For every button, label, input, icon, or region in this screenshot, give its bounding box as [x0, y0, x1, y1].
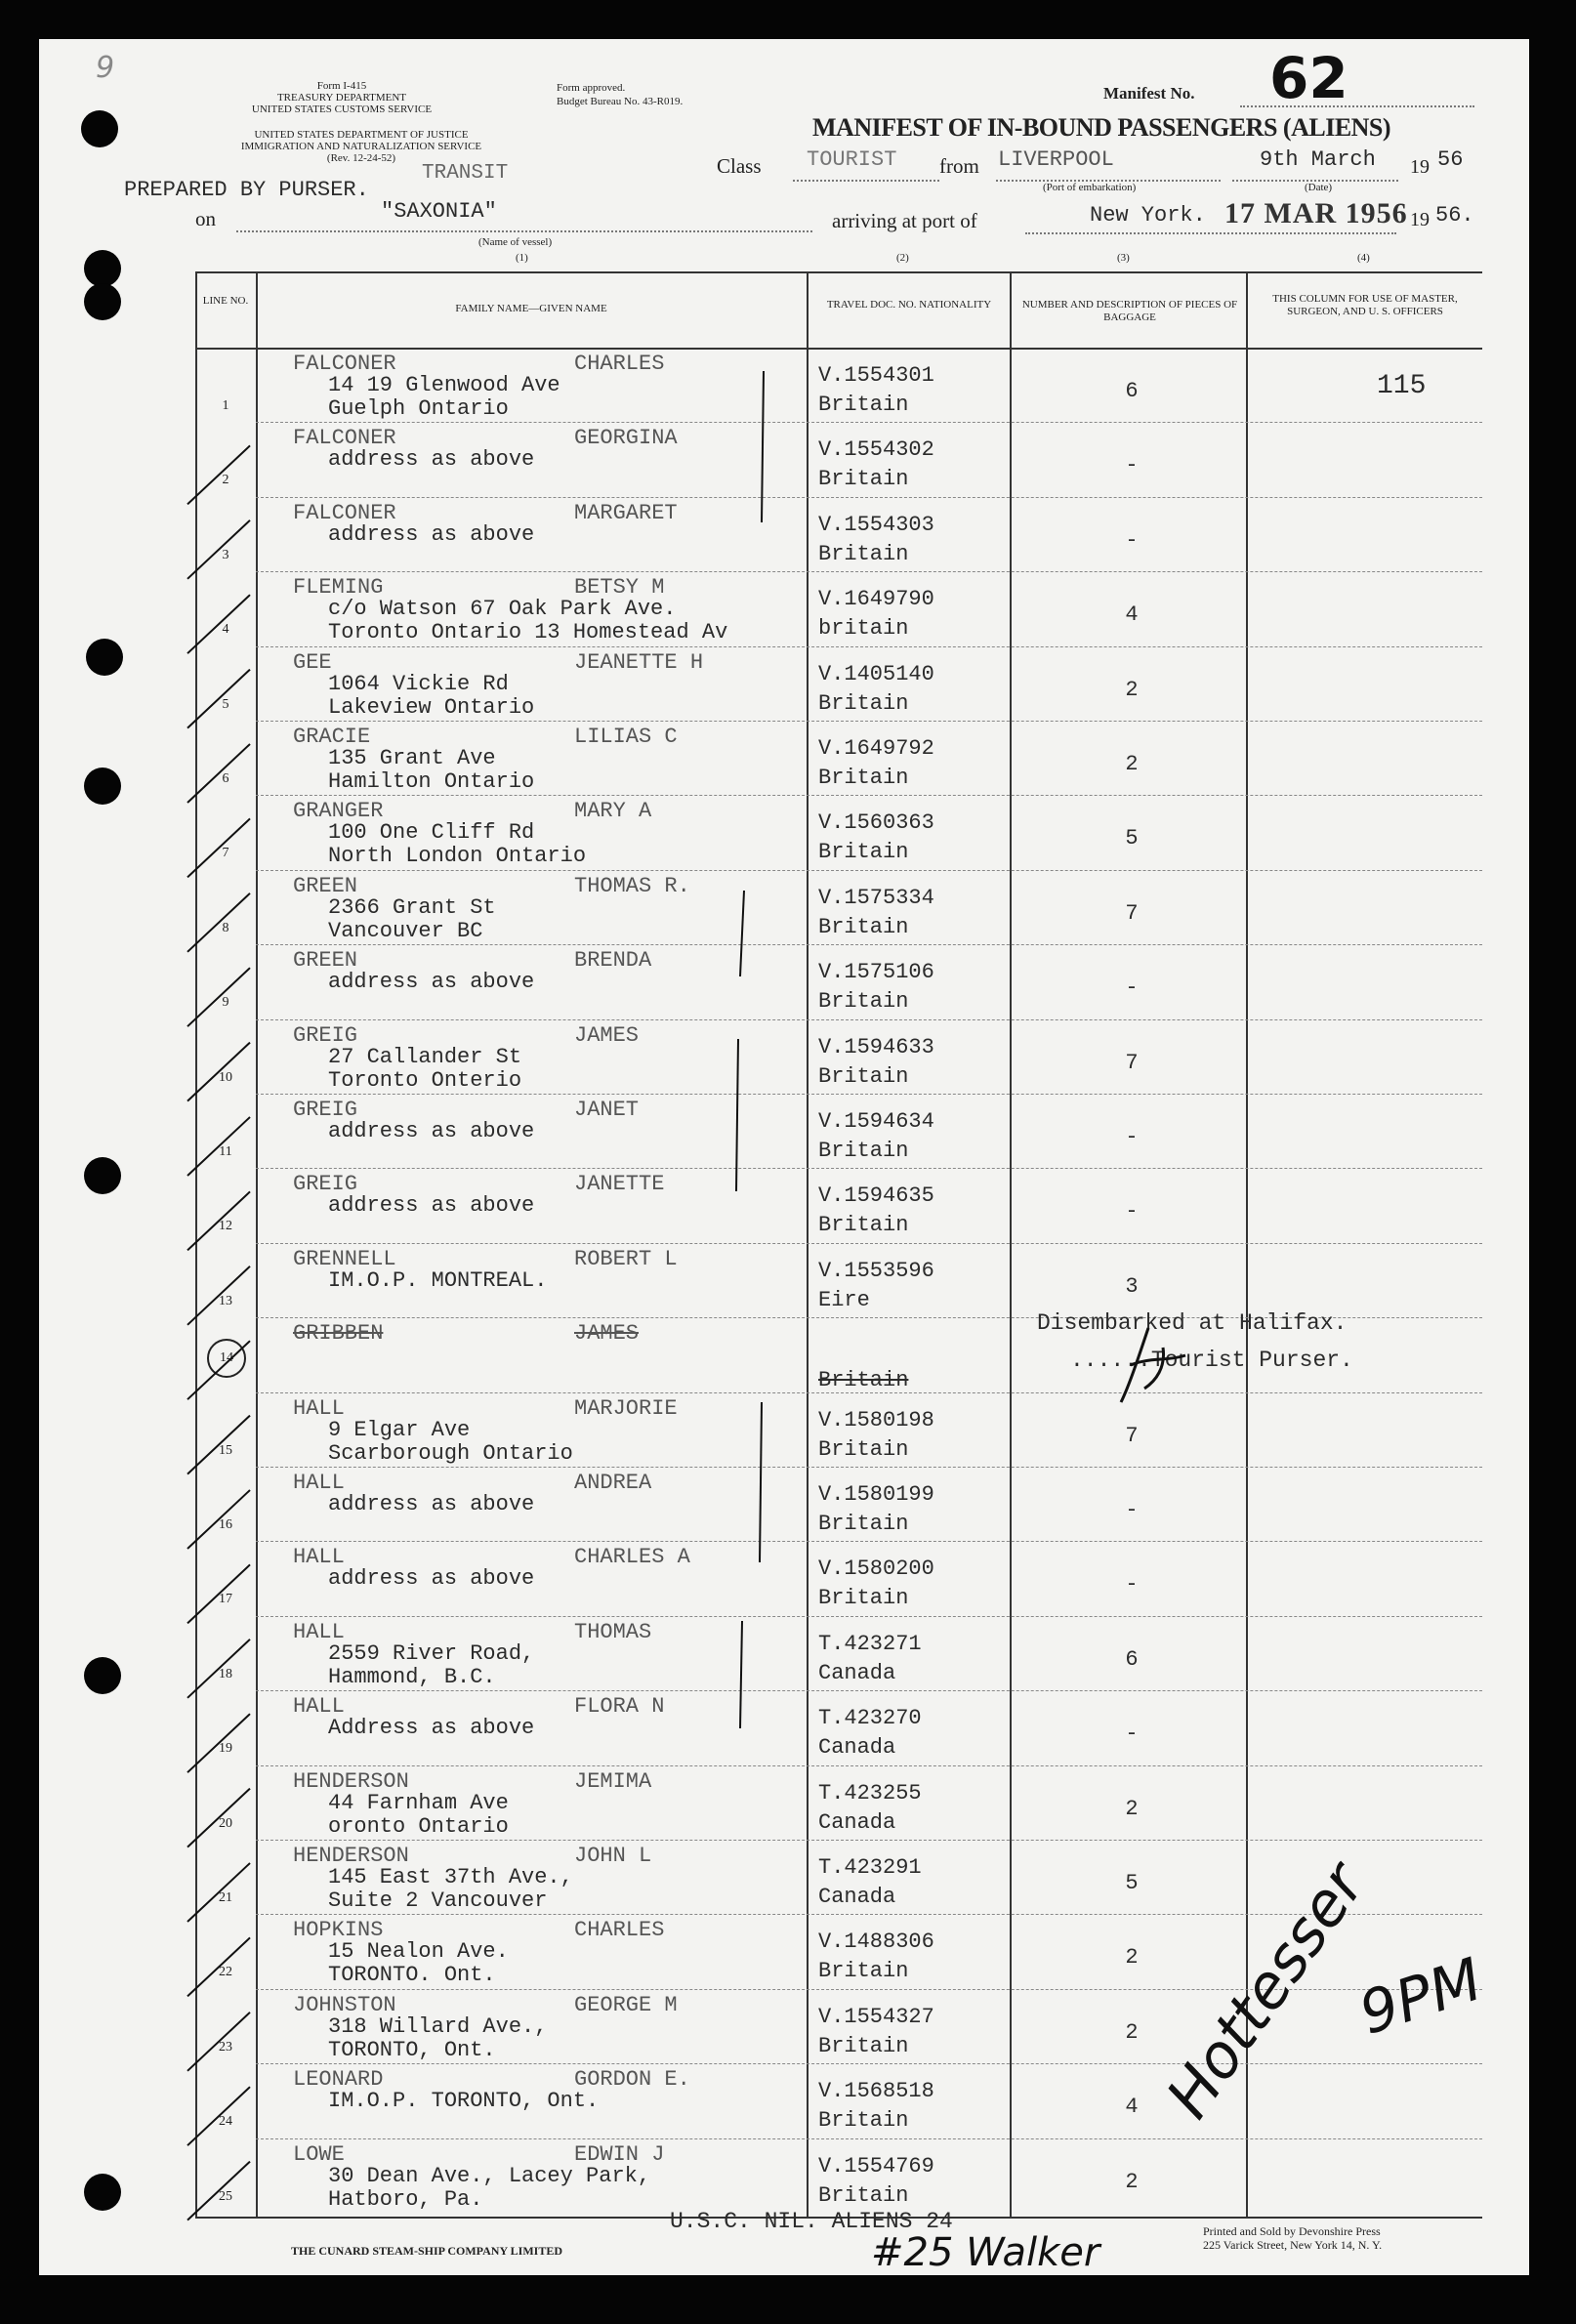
family-name: GREEN — [293, 948, 358, 974]
travel-doc-number: V.1554303 — [818, 512, 934, 537]
family-name: GRANGER — [293, 799, 384, 824]
given-name: ROBERT L — [574, 1246, 678, 1271]
given-name: GEORGINA — [574, 426, 678, 451]
family-name: LOWE — [293, 2141, 345, 2167]
family-brackets — [0, 0, 781, 1953]
given-name: JEANETTE H — [574, 649, 704, 675]
col-line-doc — [1010, 271, 1012, 2217]
disembarked-note: Disembarked at Halifax. — [1037, 1310, 1348, 1336]
family-name: HENDERSON — [293, 1768, 409, 1794]
nationality: Britain — [818, 840, 909, 865]
justice-dept: UNITED STATES DEPARTMENT OF JUSTICE — [254, 129, 469, 141]
given-name: BRENDA — [574, 948, 652, 974]
address-line-1: c/o Watson 67 Oak Park Ave. — [328, 597, 677, 622]
address-line-2: oronto Ontario — [328, 1813, 509, 1839]
family-name: FALCONER — [293, 500, 396, 525]
family-name: GEE — [293, 649, 332, 675]
address-line-2: Scarborough Ontario — [328, 1440, 573, 1466]
line-number: 7 — [222, 846, 229, 861]
arrival-year-prefix: 19 — [1410, 209, 1430, 230]
baggage-count: 6 — [1125, 379, 1139, 403]
vessel-name: "SAXONIA" — [381, 199, 497, 224]
baggage-count: 3 — [1125, 1273, 1139, 1299]
travel-doc-number: V.1594635 — [818, 1183, 934, 1209]
prepared-by: PREPARED BY PURSER. — [124, 178, 369, 202]
header-name: FAMILY NAME—GIVEN NAME — [455, 303, 607, 314]
address-line-2: Guelph Ontario — [328, 396, 509, 421]
given-name: THOMAS — [574, 1619, 652, 1644]
line-number: 22 — [219, 1965, 232, 1980]
address-line-1: 145 East 37th Ave., — [328, 1865, 573, 1889]
form-approved: Form approved. — [557, 82, 626, 94]
nationality: Britain — [818, 2033, 909, 2058]
line-number: 9 — [222, 995, 229, 1011]
given-name: JAMES — [574, 1321, 640, 1347]
family-name: LEONARD — [293, 2067, 384, 2093]
family-name: HENDERSON — [293, 1844, 409, 1868]
address-line-1: IM.O.P. TORONTO, Ont. — [328, 2089, 600, 2114]
purser-initials — [1109, 1318, 1197, 1406]
given-name: MARY A — [574, 799, 652, 824]
travel-doc-number: V.1575106 — [818, 960, 934, 985]
nationality: Britain — [818, 1959, 909, 1984]
baggage-count: 7 — [1125, 900, 1139, 926]
nationality: Britain — [818, 1139, 909, 1163]
baggage-count: 2 — [1125, 1796, 1139, 1821]
given-name: LILIAS C — [574, 725, 678, 749]
address-line-1: IM.O.P. MONTREAL. — [328, 1267, 548, 1293]
family-name: GRIBBEN — [293, 1321, 384, 1347]
baggage-count: - — [1125, 1572, 1139, 1598]
col2-caption: (2) — [896, 252, 909, 264]
nationality: Britain — [818, 766, 909, 790]
manifest-title: MANIFEST OF IN-BOUND PASSENGERS (ALIENS) — [812, 113, 1391, 142]
printer-line-1: Printed and Sold by Devonshire Press — [1203, 2224, 1381, 2238]
given-name: GEORGE M — [574, 1992, 678, 2017]
usc-aliens: U.S.C. NIL. ALIENS 24 — [670, 2209, 953, 2234]
manifest-number: 62 — [1269, 45, 1348, 111]
cunard-imprint: THE CUNARD STEAM-SHIP COMPANY LIMITED — [291, 2244, 563, 2258]
given-name: GORDON E. — [574, 2067, 690, 2093]
baggage-count: 4 — [1125, 602, 1139, 628]
arrival-year: 56. — [1435, 203, 1474, 228]
address-line-1: Address as above — [328, 1716, 535, 1741]
travel-doc-number: V.1488306 — [818, 1930, 934, 1955]
corner-mark: 9 — [96, 51, 115, 85]
nationality: Britain — [818, 1586, 909, 1611]
travel-doc-number: V.1575334 — [818, 885, 934, 910]
row-rule — [256, 2063, 1482, 2064]
col-line-bags — [1246, 271, 1248, 2217]
address-line-2: Hammond, B.C. — [328, 1664, 496, 1689]
given-name: JANET — [574, 1098, 640, 1122]
given-name: THOMAS R. — [574, 873, 690, 898]
travel-doc-number: V.1580198 — [818, 1407, 934, 1432]
line-number: 17 — [219, 1592, 232, 1607]
address-line-1: 14 19 Glenwood Ave — [328, 373, 560, 397]
col-line-name — [807, 271, 809, 2217]
address-line-2: TORONTO. Ont. — [328, 1963, 496, 1988]
line-number: 10 — [219, 1069, 232, 1085]
nationality: Eire — [818, 1287, 870, 1312]
from-label: from — [939, 154, 979, 178]
travel-doc-number: V.1649790 — [818, 587, 934, 612]
address-line-1: 135 Grant Ave — [328, 746, 496, 770]
family-name: GREIG — [293, 1098, 358, 1122]
on-label: on — [195, 207, 216, 230]
year-prefix: 19 — [1410, 156, 1430, 178]
given-name: JOHN L — [574, 1844, 652, 1868]
given-name: MARJORIE — [574, 1395, 678, 1421]
nationality: Britain — [818, 1213, 909, 1238]
treasury-dept: TREASURY DEPARTMENT — [276, 92, 407, 104]
address-line-1: 27 Callander St — [328, 1044, 522, 1069]
address-line-1: 318 Willard Ave., — [328, 2013, 548, 2039]
nationality: Canada — [818, 1885, 896, 1909]
travel-doc-number: T.423291 — [818, 1855, 922, 1880]
address-line-1: 15 Nealon Ave. — [328, 1939, 509, 1965]
baggage-count: 2 — [1125, 2169, 1139, 2194]
inspector-signature: Hottesser — [1152, 1849, 1379, 2131]
travel-doc-number: V.1580199 — [818, 1482, 934, 1507]
line-number: 11 — [219, 1144, 232, 1159]
line-number: 18 — [219, 1666, 232, 1681]
baggage-count: - — [1125, 453, 1139, 478]
given-name: MARGARET — [574, 500, 678, 525]
travel-doc-number: V.1649792 — [818, 736, 934, 761]
travel-doc-number: V.1554769 — [818, 2153, 934, 2179]
address-line-1: 2559 River Road, — [328, 1640, 535, 1666]
nationality: Britain — [818, 1063, 909, 1089]
baggage-count: 7 — [1125, 1050, 1139, 1075]
header-baggage: NUMBER AND DESCRIPTION OF PIECES OF BAGGAGE — [1021, 299, 1238, 323]
travel-doc-number: V.1554327 — [818, 2004, 934, 2029]
address-line-1: 100 One Cliff Rd — [328, 820, 535, 846]
line-number: 19 — [219, 1741, 232, 1757]
line-number: 24 — [219, 2114, 232, 2130]
line-number: 4 — [222, 622, 229, 638]
nationality: Britain — [818, 1436, 909, 1462]
address-line-1: address as above — [328, 1119, 535, 1143]
nationality: Britain — [818, 2182, 909, 2208]
nationality: Canada — [818, 1660, 896, 1685]
address-line-2: Toronto Onterio — [328, 1067, 522, 1093]
family-name: FALCONER — [293, 426, 396, 451]
baggage-count: - — [1125, 1125, 1139, 1149]
travel-doc-number: V.1405140 — [818, 661, 934, 686]
check-mark — [187, 2013, 250, 2071]
budget-bureau: Budget Bureau No. 43-R019. — [557, 96, 684, 107]
family-name: HALL — [293, 1619, 345, 1644]
arrival-line — [1025, 232, 1396, 234]
col4-caption: (4) — [1357, 252, 1370, 264]
printer-line-2: 225 Varick Street, New York 14, N. Y. — [1203, 2238, 1383, 2252]
date-caption: (Date) — [1305, 182, 1333, 193]
punch-hole — [84, 2174, 121, 2211]
family-name: FALCONER — [293, 352, 396, 376]
travel-doc-number: T.423271 — [818, 1631, 922, 1656]
address-line-2: Lakeview Ontario — [328, 694, 535, 720]
family-name: HALL — [293, 1395, 345, 1421]
travel-doc-number: V.1594633 — [818, 1034, 934, 1059]
baggage-count: 2 — [1125, 2019, 1139, 2045]
col1-caption: (1) — [516, 252, 528, 264]
from-value: LIVERPOOL — [998, 147, 1114, 172]
address-line-1: 30 Dean Ave., Lacey Park, — [328, 2163, 651, 2188]
line-number: 5 — [222, 696, 229, 712]
given-name: JANETTE — [574, 1172, 665, 1197]
line-number: 15 — [219, 1442, 232, 1458]
nationality: Britain — [818, 1368, 909, 1393]
inspector-time: 9PM — [1351, 1945, 1490, 2049]
address-line-1: address as above — [328, 1193, 535, 1219]
class-label: Class — [717, 154, 762, 178]
family-name: HOPKINS — [293, 1918, 384, 1943]
travel-doc-number: V.1554301 — [818, 363, 934, 388]
address-line-2: North London Ontario — [328, 844, 587, 869]
address-line-1: 2366 Grant St — [328, 894, 496, 920]
baggage-count: 4 — [1125, 2095, 1139, 2120]
check-mark — [187, 2162, 250, 2220]
header-officers: THIS COLUMN FOR USE OF MASTER, SURGEON, AND U. S. OFFICERS — [1272, 293, 1458, 317]
ins-service: IMMIGRATION AND NATURALIZATION SERVICE — [240, 141, 482, 152]
address-line-2: Hamilton Ontario — [328, 769, 535, 794]
line-number: 16 — [219, 1517, 232, 1532]
purser-note: ......Tourist Purser. — [1070, 1348, 1353, 1373]
given-name: CHARLES — [574, 352, 665, 376]
address-line-2: Hatboro, Pa. — [328, 2186, 483, 2212]
baggage-count: 2 — [1125, 1945, 1139, 1971]
nationality: britain — [818, 616, 909, 642]
line-number: 25 — [219, 2188, 232, 2204]
baggage-count: - — [1125, 975, 1139, 1001]
baggage-count: - — [1125, 527, 1139, 553]
travel-doc-number: V.1568518 — [818, 2079, 934, 2104]
baggage-count: 5 — [1125, 826, 1139, 851]
baggage-count: - — [1125, 1722, 1139, 1747]
given-name: FLORA N — [574, 1694, 665, 1720]
line-number: 14 — [207, 1339, 246, 1378]
address-line-1: address as above — [328, 447, 535, 473]
year-value: 56 — [1437, 147, 1464, 172]
nationality: Britain — [818, 2108, 909, 2134]
address-line-1: address as above — [328, 970, 535, 995]
line-number: 21 — [219, 1890, 232, 1905]
family-name: GRACIE — [293, 725, 371, 749]
family-name: GREIG — [293, 1022, 358, 1048]
baggage-count: 5 — [1125, 1871, 1139, 1895]
travel-doc-number: V.1554302 — [818, 437, 934, 463]
manifest-no-label: Manifest No. — [1103, 84, 1195, 103]
line-number: 12 — [219, 1219, 232, 1234]
given-name: EDWIN J — [574, 2141, 665, 2167]
arriving-label: arriving at port of — [832, 209, 977, 232]
family-name: JOHNSTON — [293, 1992, 396, 2017]
form-revision: (Rev. 12-24-52) — [326, 152, 396, 164]
family-name: GREEN — [293, 873, 358, 898]
nationality: Britain — [818, 690, 909, 716]
family-name: HALL — [293, 1545, 345, 1570]
baggage-count: - — [1125, 1498, 1139, 1522]
given-name: ANDREA — [574, 1471, 652, 1495]
row-rule — [256, 2138, 1482, 2139]
baggage-count: - — [1125, 1199, 1139, 1224]
line-number: 6 — [222, 771, 229, 786]
address-line-1: address as above — [328, 1492, 535, 1516]
arrival-port: New York. — [1090, 203, 1206, 228]
port-embark-caption: (Port of embarkation) — [1043, 182, 1137, 193]
family-name: HALL — [293, 1694, 345, 1720]
line-number: 3 — [222, 547, 229, 562]
address-line-2: Suite 2 Vancouver — [328, 1888, 548, 1913]
vessel-caption: (Name of vessel) — [478, 236, 553, 248]
baggage-count: 7 — [1125, 1423, 1139, 1448]
address-line-2: Vancouver BC — [328, 918, 483, 943]
officer-note: 115 — [1377, 371, 1427, 401]
travel-doc-number: V.1580200 — [818, 1556, 934, 1582]
arrival-stamp: 17 MAR 1956 — [1224, 197, 1408, 229]
nationality: Britain — [818, 914, 909, 939]
line-number: 23 — [219, 2039, 232, 2054]
given-name: CHARLES A — [574, 1545, 690, 1570]
baggage-count: 6 — [1125, 1646, 1139, 1672]
col3-caption: (3) — [1117, 252, 1130, 264]
address-line-2: TORONTO, Ont. — [328, 2037, 496, 2062]
nationality: Britain — [818, 467, 909, 492]
given-name: JAMES — [574, 1022, 640, 1048]
given-name: JEMIMA — [574, 1768, 652, 1794]
family-name: HALL — [293, 1471, 345, 1495]
line-number: 1 — [222, 398, 229, 413]
header-travel-doc: TRAVEL DOC. NO. NATIONALITY — [826, 299, 992, 311]
address-line-1: 1064 Vickie Rd — [328, 671, 509, 696]
address-line-1: 44 Farnham Ave — [328, 1790, 509, 1815]
nationality: Canada — [818, 1735, 896, 1761]
nationality: Britain — [818, 541, 909, 566]
walker-note: #25 Walker — [871, 2230, 1100, 2275]
form-number: Form I-415 — [316, 80, 367, 92]
line-number: 13 — [219, 1293, 232, 1308]
customs-service: UNITED STATES CUSTOMS SERVICE — [251, 104, 433, 115]
travel-doc-number: V.1560363 — [818, 810, 934, 836]
line-number: 2 — [222, 473, 229, 488]
nationality: Britain — [818, 989, 909, 1015]
family-name: FLEMING — [293, 575, 384, 601]
travel-doc-number: T.423255 — [818, 1780, 922, 1805]
check-mark — [187, 2087, 250, 2145]
address-line-1: address as above — [328, 1566, 535, 1592]
given-name: BETSY M — [574, 575, 665, 601]
address-line-1: address as above — [328, 521, 535, 547]
nationality: Britain — [818, 393, 909, 417]
baggage-count: 2 — [1125, 752, 1139, 776]
address-line-2: Toronto Ontario 13 Homestead Av — [328, 620, 728, 645]
given-name: CHARLES — [574, 1918, 665, 1943]
transit-label: TRANSIT — [422, 162, 509, 185]
travel-doc-number: V.1553596 — [818, 1258, 934, 1283]
line-number: 20 — [219, 1815, 232, 1831]
class-value: TOURIST — [807, 147, 897, 172]
nationality: Canada — [818, 1809, 896, 1835]
family-name: GRENNELL — [293, 1246, 396, 1271]
baggage-count: 2 — [1125, 677, 1139, 702]
line-number: 8 — [222, 920, 229, 935]
family-name: GREIG — [293, 1172, 358, 1197]
nationality: Britain — [818, 1512, 909, 1536]
date-value: 9th March — [1260, 147, 1376, 172]
travel-doc-number: V.1594634 — [818, 1109, 934, 1134]
travel-doc-number: T.423270 — [818, 1706, 922, 1731]
header-line-no: LINE NO. — [202, 295, 249, 307]
class-line — [793, 180, 939, 182]
address-line-1: 9 Elgar Ave — [328, 1417, 471, 1442]
